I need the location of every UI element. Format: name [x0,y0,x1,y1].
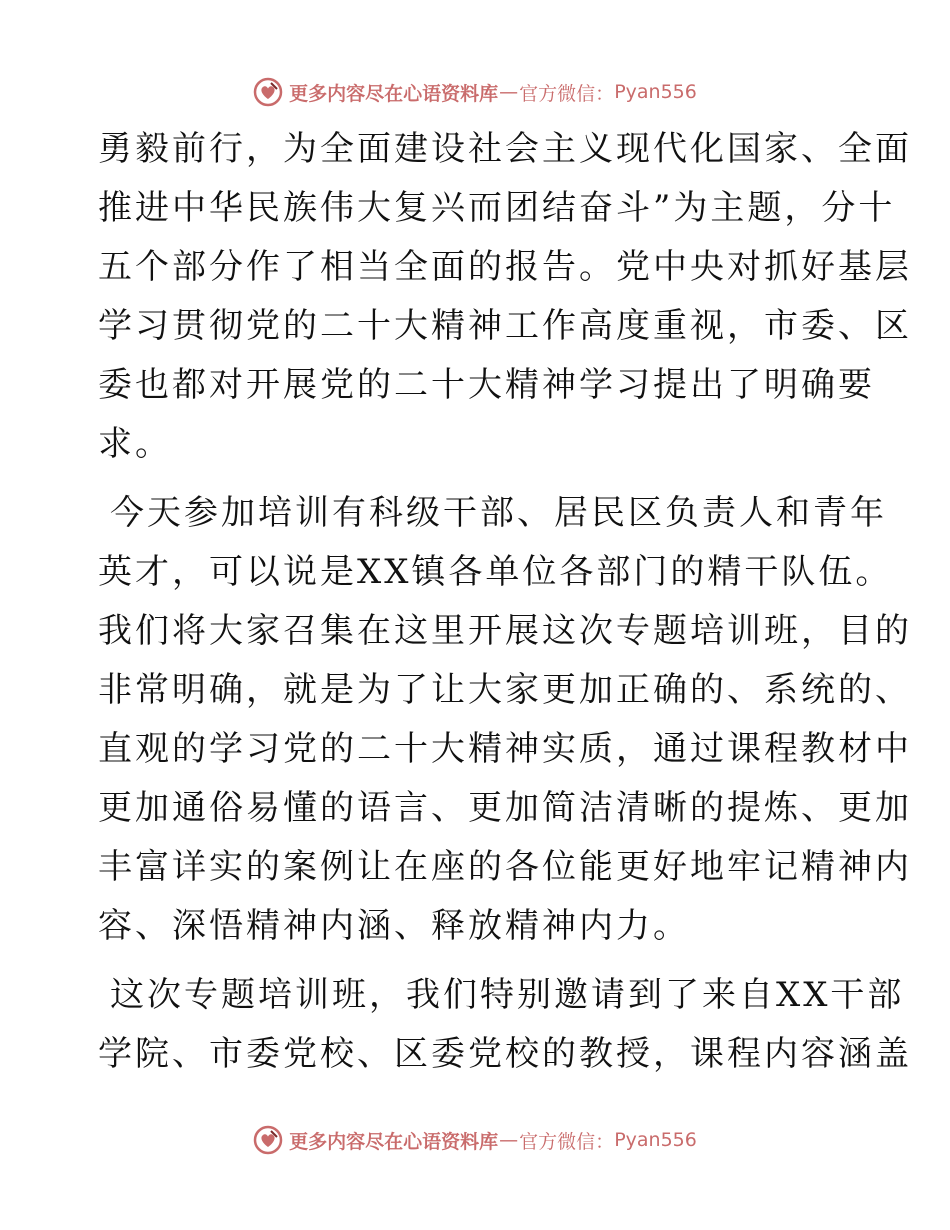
paragraph-3 [98,966,912,1084]
watermark-separator: — [499,81,519,103]
heart-pen-logo-icon [253,77,283,107]
watermark-wechat-id: Pyan556 [614,1129,697,1151]
text-line: 容、深悟精神内涵、释放精神内力。 [98,906,690,946]
footer-watermark [0,1120,950,1160]
header-watermark [0,72,950,112]
text-line: 勇毅前行，为全面建设社会主义现代化国家、全面 [98,129,912,169]
text-line: 求。 [98,424,172,464]
paragraph-1 [98,120,912,474]
text-line: 学习贯彻党的二十大精神工作高度重视，市委、区 [98,306,912,346]
watermark-wechat-label: 官方微信： [519,82,615,105]
paragraph-2 [98,484,912,956]
text-line: 直观的学习党的二十大精神实质，通过课程教材中 [98,729,912,769]
text-line: 这次专题培训班，我们特别邀请到了来自XX干部 [110,975,905,1015]
text-line: 更加通俗易懂的语言、更加简洁清晰的提炼、更加 [98,788,912,828]
watermark-text: 更多内容尽在心语资料库 [289,82,499,105]
document-body [98,120,912,1094]
watermark-wechat-label: 官方微信： [519,1130,615,1153]
text-line: 学院、市委党校、区委党校的教授，课程内容涵盖 [98,1034,912,1074]
text-line: 委也都对开展党的二十大精神学习提出了明确要 [98,365,875,405]
watermark-wechat-id: Pyan556 [614,81,697,103]
heart-pen-logo-icon [253,1125,283,1155]
text-line: 丰富详实的案例让在座的各位能更好地牢记精神内 [98,847,912,887]
watermark-separator: — [499,1129,519,1151]
text-line: 今天参加培训有科级干部、居民区负责人和青年 [110,493,887,533]
text-line: 推进中华民族伟大复兴而团结奋斗”为主题，分十 [98,188,896,228]
text-line: 我们将大家召集在这里开展这次专题培训班，目的 [98,611,912,651]
text-line: 非常明确，就是为了让大家更加正确的、系统的、 [98,670,912,710]
text-line: 英才，可以说是XX镇各单位各部门的精干队伍。 [98,552,893,592]
watermark-text: 更多内容尽在心语资料库 [289,1130,499,1153]
text-line: 五个部分作了相当全面的报告。党中央对抓好基层 [98,247,912,287]
